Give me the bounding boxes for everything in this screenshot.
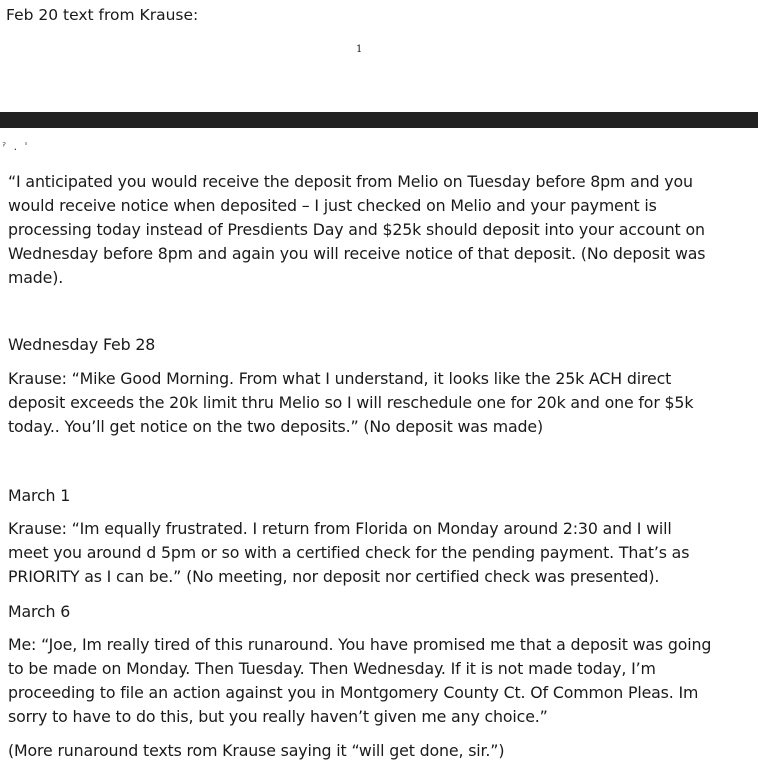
document-heading: Feb 20 text from Krause: <box>6 6 199 24</box>
quote-paragraph-feb20 <box>8 170 754 290</box>
text-line: today.. You’ll get notice on the two deposits.” (No deposit was made) <box>8 417 543 436</box>
text-line: proceeding to file an action against you in Montgomery County Ct. Of Common Pleas. Im <box>8 683 699 702</box>
text-line: Wednesday before 8pm and again you will receive notice of that deposit. (No deposit was <box>8 244 706 263</box>
page-break-bar <box>0 112 758 128</box>
text-line: processing today instead of Presdients Day and $25k should deposit into your account on <box>8 220 705 239</box>
date-heading-march1: March 1 <box>8 486 71 505</box>
text-line: Krause: “Im equally frustrated. I return from Florida on Monday around 2:30 and I will <box>8 519 672 538</box>
paragraph-feb28 <box>8 367 754 439</box>
page-number: 1 <box>356 44 363 55</box>
paragraph-march6 <box>8 633 754 729</box>
text-line: sorry to have to do this, but you really haven’t given me any choice.” <box>8 707 548 726</box>
text-line: Me: “Joe, Im really tired of this runaround. You have promised me that a deposit was going <box>8 635 712 654</box>
text-line: “I anticipated you would receive the deposit from Melio on Tuesday before 8pm and you <box>8 172 693 191</box>
text-line: to be made on Monday. Then Tuesday. Then Wednesday. If it is not made today, I’m <box>8 659 656 678</box>
text-line: made). <box>8 268 64 287</box>
text-line: PRIORITY as I can be.” (No meeting, nor deposit nor certified check was presented). <box>8 567 660 586</box>
text-line: meet you around d 5pm or so with a certified check for the pending payment. That’s as <box>8 543 690 562</box>
text-line: Krause: “Mike Good Morning. From what I understand, it looks like the 25k ACH direct <box>8 369 672 388</box>
date-heading-march6: March 6 <box>8 602 71 621</box>
page-top <box>0 0 758 112</box>
text-line: would receive notice when deposited – I just checked on Melio and your payment is <box>8 196 657 215</box>
text-line: deposit exceeds the 20k limit thru Melio so I will reschedule one for 20k and one for $5k <box>8 393 694 412</box>
paragraph-march1 <box>8 517 754 589</box>
date-heading-feb28: Wednesday Feb 28 <box>8 335 156 354</box>
closing-note: (More runaround texts rom Krause saying it “will get done, sir.”) <box>8 741 505 760</box>
cut-off-text-fragment: ˀ . ˈ <box>2 140 30 153</box>
